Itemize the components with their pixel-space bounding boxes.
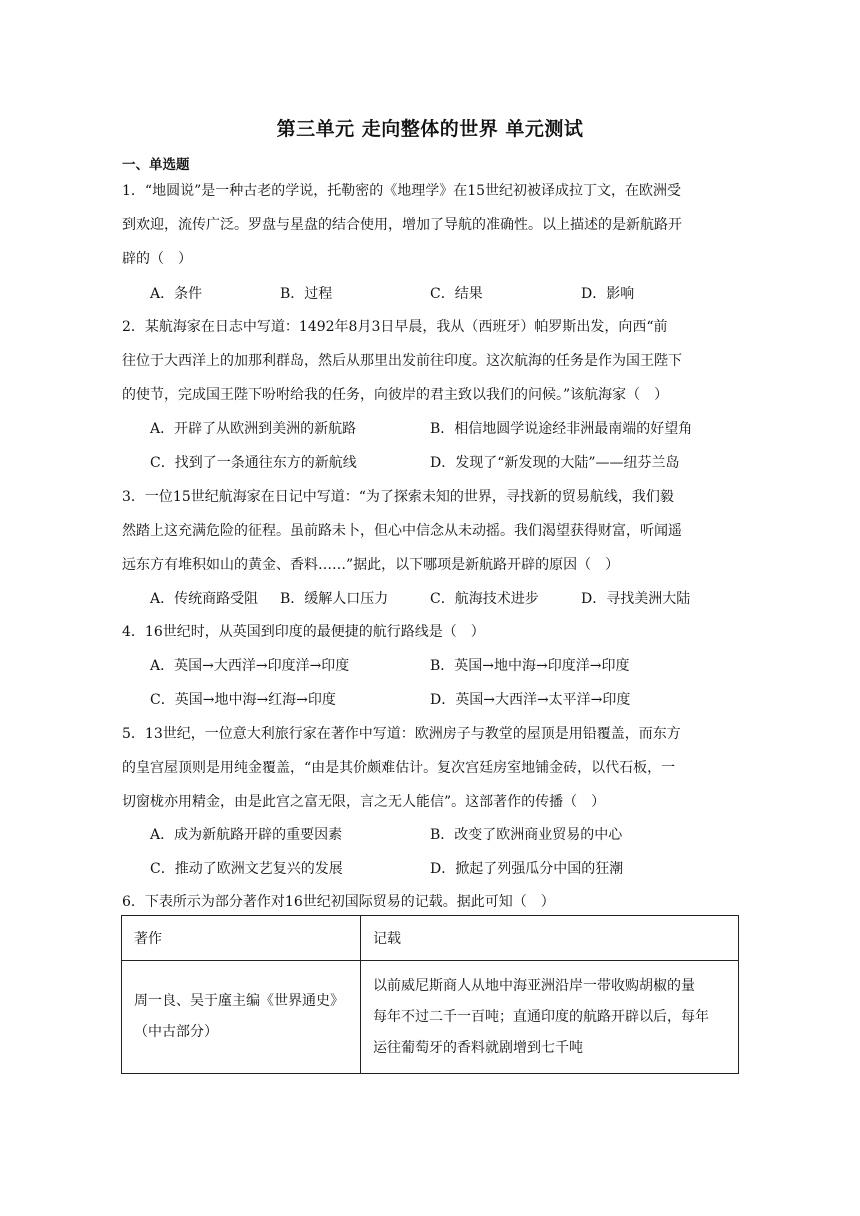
question-3-line-3: 远东方有堆积如山的黄金、香料……”据此，以下哪项是新航路开辟的原因（ ） bbox=[122, 557, 620, 573]
table-cell-record-line-3: 运往葡萄牙的香料就剧增到七千吨 bbox=[373, 1039, 583, 1056]
question-5-option-c[interactable]: C．推动了欧洲文艺复兴的发展 bbox=[150, 861, 343, 877]
question-1-line-1: 1．“地圆说”是一种古老的学说，托勒密的《地理学》在15世纪初被译成拉丁文，在欧洲受 bbox=[122, 183, 682, 199]
question-3-line-2: 然踏上这充满危险的征程。虽前路未卜，但心中信念从未动摇。我们渴望获得财富，听闻遥 bbox=[122, 523, 682, 539]
table-cell-record bbox=[361, 961, 739, 1074]
table-header-row bbox=[122, 916, 739, 961]
question-2-line-3: 的使节，完成国王陛下吩咐给我的任务，向彼岸的君主致以我们的问候。”该航海家（ ） bbox=[122, 387, 669, 403]
question-5-line-1: 5．13世纪，一位意大利旅行家在著作中写道：欧洲房子与教堂的屋顶是用铅覆盖，而东方 bbox=[122, 726, 681, 742]
question-1-option-a[interactable]: A．条件 bbox=[150, 286, 203, 302]
question-2-option-a[interactable]: A．开辟了从欧洲到美洲的新航路 bbox=[150, 421, 357, 437]
table-header-record: 记载 bbox=[361, 916, 739, 961]
question-3-option-c[interactable]: C．航海技术进步 bbox=[430, 591, 539, 607]
table-header-work: 著作 bbox=[122, 916, 361, 961]
question-4-option-b[interactable]: B．英国→地中海→印度洋→印度 bbox=[430, 658, 630, 674]
question-4-line-1: 4．16世纪时，从英国到印度的最便捷的航行路线是（ ） bbox=[122, 624, 485, 640]
question-2-option-d[interactable]: D．发现了“新发现的大陆”——纽芬兰岛 bbox=[430, 455, 680, 471]
table-cell-work-line-2: （中古部分） bbox=[134, 1024, 218, 1040]
question-1-line-3: 辟的（ ） bbox=[122, 251, 192, 267]
table-cell-work bbox=[122, 961, 361, 1074]
question-5-line-3: 切窗栊亦用精金，由是此宫之富无限，言之无人能信”。这部著作的传播（ ） bbox=[122, 794, 606, 810]
table-cell-work-line-1: 周一良、吴于廑主编《世界通史》 bbox=[134, 993, 344, 1009]
document-title: 第三单元 走向整体的世界 单元测试 bbox=[276, 118, 584, 140]
records-table bbox=[121, 915, 739, 1074]
question-4-option-c[interactable]: C．英国→地中海→红海→印度 bbox=[150, 692, 336, 708]
question-1-line-2: 到欢迎，流传广泛。罗盘与星盘的结合使用，增加了导航的准确性。以上描述的是新航路开 bbox=[122, 217, 682, 233]
question-5-option-d[interactable]: D．掀起了列强瓜分中国的狂潮 bbox=[430, 861, 624, 877]
table-cell-record-line-1: 以前威尼斯商人从地中海亚洲沿岸一带收购胡椒的量 bbox=[373, 977, 695, 994]
table-cell-record-line-2: 每年不过二千一百吨；直通印度的航路开辟以后，每年 bbox=[373, 1008, 709, 1025]
question-4-option-a[interactable]: A．英国→大西洋→印度洋→印度 bbox=[150, 658, 350, 674]
question-5-option-b[interactable]: B．改变了欧洲商业贸易的中心 bbox=[430, 827, 623, 843]
question-3-option-b[interactable]: B．缓解人口压力 bbox=[280, 591, 389, 607]
question-2-option-b[interactable]: B．相信地圆学说途经非洲最南端的好望角 bbox=[430, 421, 693, 437]
question-1-option-b[interactable]: B．过程 bbox=[280, 286, 333, 302]
question-5-line-2: 的皇宫屋顶则是用纯金覆盖，“由是其价颇难估计。复次宫廷房室地铺金砖，以代石板，一 bbox=[122, 760, 676, 776]
question-2-line-2: 往位于大西洋上的加那利群岛，然后从那里出发前往印度。这次航海的任务是作为国王陛下 bbox=[122, 353, 682, 369]
question-4-option-d[interactable]: D．英国→大西洋→太平洋→印度 bbox=[430, 692, 631, 708]
question-3-option-a[interactable]: A．传统商路受阻 bbox=[150, 591, 259, 607]
question-1-option-d[interactable]: D．影响 bbox=[581, 286, 635, 302]
question-2-option-c[interactable]: C．找到了一条通往东方的新航线 bbox=[150, 455, 357, 471]
question-6-line-1: 6．下表所示为部分著作对16世纪初国际贸易的记载。据此可知（ ） bbox=[122, 894, 555, 910]
question-3-option-d[interactable]: D．寻找美洲大陆 bbox=[581, 591, 691, 607]
table-row bbox=[122, 961, 739, 1074]
question-1-option-c[interactable]: C．结果 bbox=[430, 286, 483, 302]
question-2-line-1: 2．某航海家在日志中写道：1492年8月3日早晨，我从（西班牙）帕罗斯出发，向西“前 bbox=[122, 319, 668, 335]
question-3-line-1: 3．一位15世纪航海家在日记中写道：“为了探索未知的世界，寻找新的贸易航线，我们毅 bbox=[122, 489, 674, 505]
question-5-option-a[interactable]: A．成为新航路开辟的重要因素 bbox=[150, 827, 343, 843]
section-heading: 一、单选题 bbox=[122, 157, 190, 173]
